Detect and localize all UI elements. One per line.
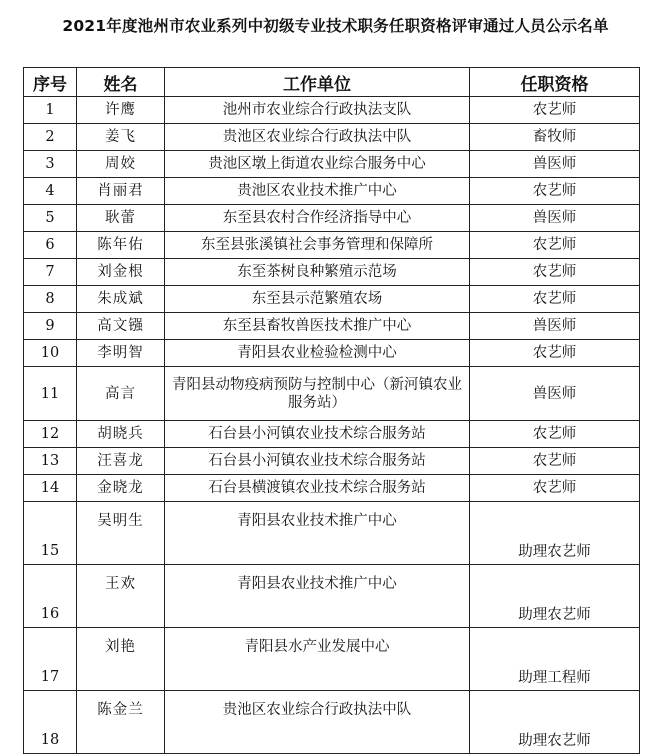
row-qual: 农艺师 xyxy=(470,97,640,124)
row-unit: 石台县横渡镇农业技术综合服务站 xyxy=(165,475,470,502)
table-row xyxy=(24,448,640,475)
row-name: 金晓龙 xyxy=(77,475,165,502)
table-row xyxy=(24,421,640,448)
header-unit: 工作单位 xyxy=(165,68,470,97)
row-qual: 助理农艺师 xyxy=(470,691,640,754)
table-row xyxy=(24,367,640,421)
row-unit: 东至县畜牧兽医技术推广中心 xyxy=(165,313,470,340)
row-num: 16 xyxy=(24,565,77,628)
header-num: 序号 xyxy=(24,68,77,97)
row-name: 汪喜龙 xyxy=(77,448,165,475)
row-num: 13 xyxy=(24,448,77,475)
table-row xyxy=(24,565,640,628)
table-row xyxy=(24,178,640,205)
row-unit: 青阳县农业技术推广中心 xyxy=(165,502,470,565)
row-name: 高文镪 xyxy=(77,313,165,340)
table-row xyxy=(24,313,640,340)
row-unit: 东至县张溪镇社会事务管理和保障所 xyxy=(165,232,470,259)
row-name: 朱成斌 xyxy=(77,286,165,313)
table-row xyxy=(24,340,640,367)
row-unit: 青阳县农业检验检测中心 xyxy=(165,340,470,367)
row-num: 6 xyxy=(24,232,77,259)
row-num: 10 xyxy=(24,340,77,367)
row-unit: 青阳县农业技术推广中心 xyxy=(165,565,470,628)
row-name: 耿蕾 xyxy=(77,205,165,232)
row-qual: 兽医师 xyxy=(470,205,640,232)
header-name: 姓名 xyxy=(77,68,165,97)
row-qual: 助理工程师 xyxy=(470,628,640,691)
row-num: 8 xyxy=(24,286,77,313)
row-qual: 农艺师 xyxy=(470,448,640,475)
row-num: 7 xyxy=(24,259,77,286)
row-name: 陈年佑 xyxy=(77,232,165,259)
table-row xyxy=(24,691,640,754)
row-name: 高言 xyxy=(77,367,165,421)
row-num: 5 xyxy=(24,205,77,232)
row-name: 王欢 xyxy=(77,565,165,628)
row-unit: 石台县小河镇农业技术综合服务站 xyxy=(165,448,470,475)
row-qual: 畜牧师 xyxy=(470,124,640,151)
row-unit: 石台县小河镇农业技术综合服务站 xyxy=(165,421,470,448)
row-num: 14 xyxy=(24,475,77,502)
table-row xyxy=(24,232,640,259)
row-qual: 农艺师 xyxy=(470,421,640,448)
table-row xyxy=(24,124,640,151)
table-header-row xyxy=(24,68,640,97)
row-name: 陈金兰 xyxy=(77,691,165,754)
row-qual: 农艺师 xyxy=(470,259,640,286)
row-name: 吴明生 xyxy=(77,502,165,565)
table-row xyxy=(24,475,640,502)
row-qual: 兽医师 xyxy=(470,151,640,178)
row-unit: 东至县示范繁殖农场 xyxy=(165,286,470,313)
row-unit: 东至茶树良种繁殖示范场 xyxy=(165,259,470,286)
row-unit: 青阳县动物疫病预防与控制中心（新河镇农业服务站） xyxy=(165,367,470,421)
row-qual: 助理农艺师 xyxy=(470,502,640,565)
row-unit: 贵池区农业综合行政执法中队 xyxy=(165,124,470,151)
row-name: 肖丽君 xyxy=(77,178,165,205)
row-qual: 农艺师 xyxy=(470,178,640,205)
table-row xyxy=(24,502,640,565)
row-num: 18 xyxy=(24,691,77,754)
row-qual: 农艺师 xyxy=(470,286,640,313)
row-qual: 农艺师 xyxy=(470,232,640,259)
row-unit: 贵池区农业技术推广中心 xyxy=(165,178,470,205)
row-qual: 兽医师 xyxy=(470,313,640,340)
table-row xyxy=(24,628,640,691)
row-num: 15 xyxy=(24,502,77,565)
row-name: 李明智 xyxy=(77,340,165,367)
row-num: 1 xyxy=(24,97,77,124)
row-num: 3 xyxy=(24,151,77,178)
row-unit: 青阳县水产业发展中心 xyxy=(165,628,470,691)
row-name: 刘金根 xyxy=(77,259,165,286)
table-row xyxy=(24,205,640,232)
row-name: 周姣 xyxy=(77,151,165,178)
row-qual: 农艺师 xyxy=(470,475,640,502)
row-name: 许鹰 xyxy=(77,97,165,124)
row-qual: 兽医师 xyxy=(470,367,640,421)
row-num: 12 xyxy=(24,421,77,448)
row-num: 2 xyxy=(24,124,77,151)
row-num: 9 xyxy=(24,313,77,340)
table-row xyxy=(24,286,640,313)
page-title: 2021年度池州市农业系列中初级专业技术职务任职资格评审通过人员公示名单 xyxy=(62,17,609,35)
table-row xyxy=(24,97,640,124)
row-name: 刘艳 xyxy=(77,628,165,691)
row-name: 姜飞 xyxy=(77,124,165,151)
row-unit: 池州市农业综合行政执法支队 xyxy=(165,97,470,124)
row-num: 11 xyxy=(24,367,77,421)
row-qual: 助理农艺师 xyxy=(470,565,640,628)
row-unit: 贵池区农业综合行政执法中队 xyxy=(165,691,470,754)
row-unit: 贵池区墩上街道农业综合服务中心 xyxy=(165,151,470,178)
personnel-table xyxy=(23,67,640,754)
row-name: 胡晓兵 xyxy=(77,421,165,448)
row-unit: 东至县农村合作经济指导中心 xyxy=(165,205,470,232)
header-qual: 任职资格 xyxy=(470,68,640,97)
table-row xyxy=(24,259,640,286)
row-num: 4 xyxy=(24,178,77,205)
row-num: 17 xyxy=(24,628,77,691)
table-row xyxy=(24,151,640,178)
row-qual: 农艺师 xyxy=(470,340,640,367)
